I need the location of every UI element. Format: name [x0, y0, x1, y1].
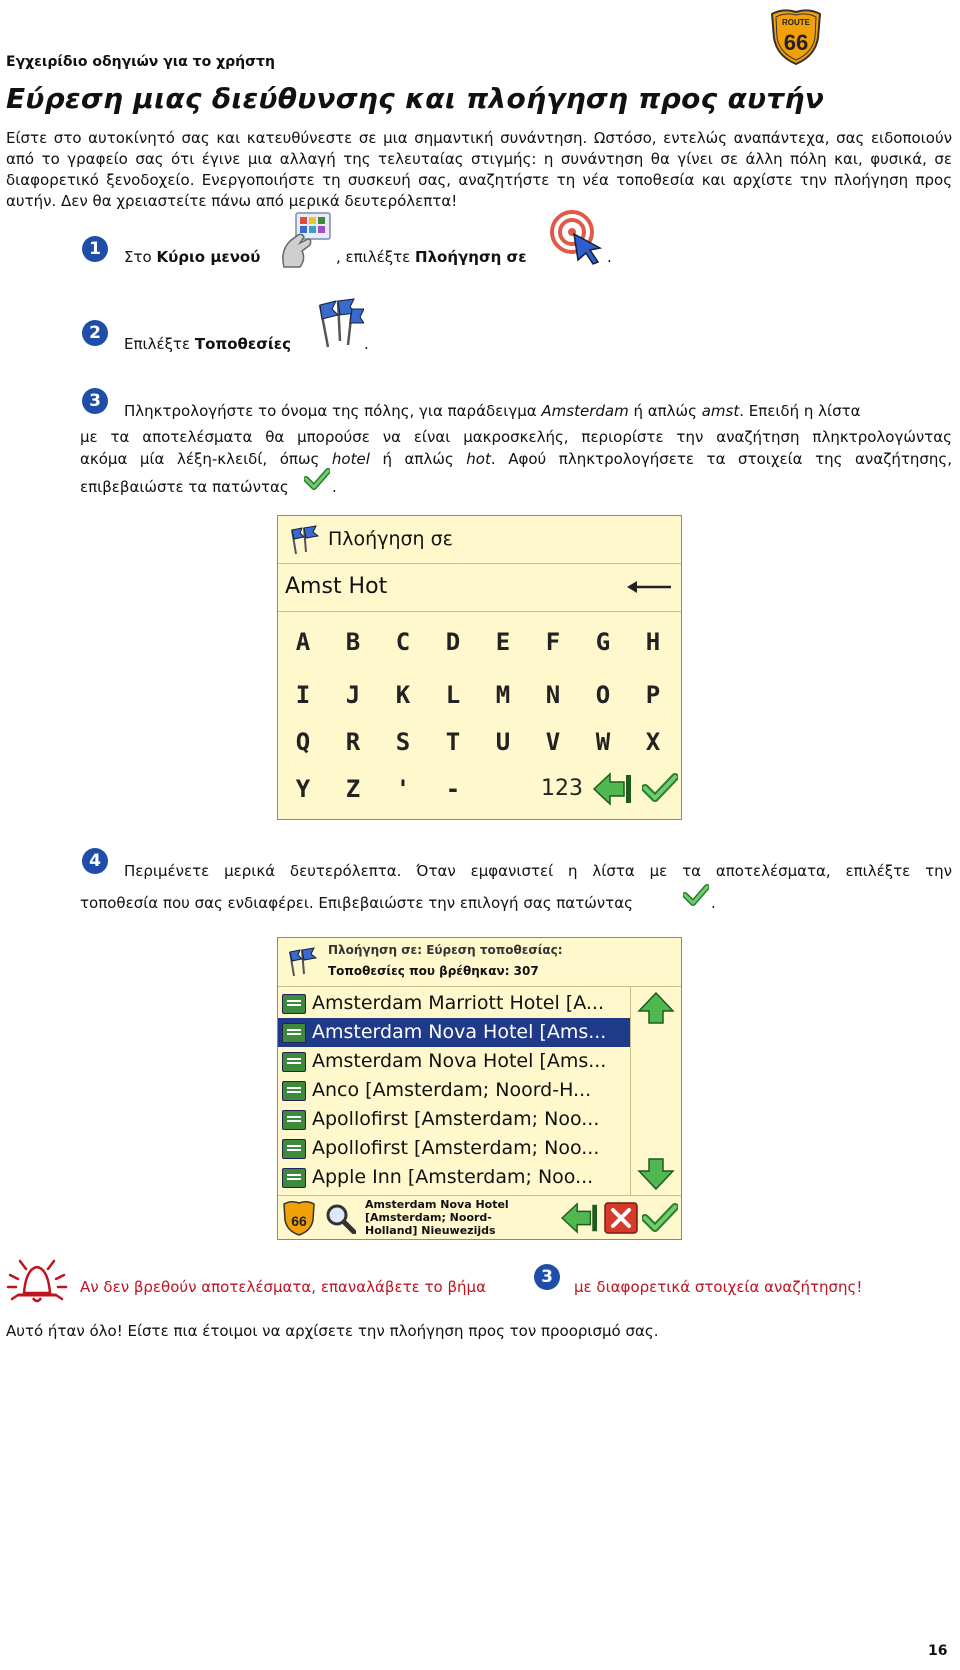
step-3-badge: 3	[82, 388, 108, 414]
document-header-title: Εγχειρίδιο οδηγιών για το χρήστη	[6, 54, 275, 70]
confirm-check-icon	[683, 884, 709, 906]
key[interactable]: J	[345, 681, 361, 709]
key[interactable]: V	[545, 728, 561, 756]
key[interactable]: L	[445, 681, 461, 709]
step-4-line-2: τοποθεσία που σας ενδιαφέρει. Επιβεβαιώστε την επιλογή σας πατώντας	[80, 894, 633, 912]
step-2-text-end: .	[364, 335, 369, 353]
key[interactable]: E	[495, 628, 511, 656]
confirm-check-icon	[304, 468, 330, 490]
confirm-check-icon[interactable]	[642, 772, 678, 804]
keyboard-title-bar	[278, 516, 681, 564]
list-item-label: Apollofirst [Amsterdam; Noo...	[312, 1108, 600, 1130]
magnifier-icon[interactable]	[324, 1202, 356, 1234]
locations-icon	[284, 946, 318, 978]
locations-icon	[286, 524, 320, 556]
selected-location-info: Amsterdam Nova Hotel [Amsterdam; Noord- Holland] Nieuwezijds	[365, 1198, 509, 1237]
location-item-icon	[282, 1168, 306, 1188]
svg-text:66: 66	[291, 1213, 307, 1229]
route66-logo	[282, 1200, 316, 1236]
svg-text:66: 66	[783, 30, 809, 55]
key[interactable]: X	[645, 728, 661, 756]
key[interactable]: K	[395, 681, 411, 709]
step-1-text: Στο Κύριο μενού	[124, 248, 261, 266]
step-4-badge: 4	[82, 848, 108, 874]
step-1-badge: 1	[82, 236, 108, 262]
results-list	[278, 986, 630, 1196]
list-item[interactable]	[278, 1076, 630, 1105]
list-item[interactable]	[278, 1105, 630, 1134]
results-breadcrumb: Πλοήγηση σε: Εύρεση τοποθεσίας:	[328, 943, 563, 957]
list-item-label: Amsterdam Nova Hotel [Ams...	[312, 1021, 607, 1043]
step-3-line-1: Πληκτρολογήστε το όνομα της πόλης, για παράδειγμα Amsterdam ή απλώς amst. Επειδή η λίστα	[124, 402, 861, 420]
confirm-check-icon[interactable]	[642, 1202, 678, 1234]
key[interactable]: -	[445, 775, 461, 803]
key[interactable]: C	[395, 628, 411, 656]
key[interactable]: M	[495, 681, 511, 709]
backspace-icon[interactable]	[627, 580, 671, 594]
key[interactable]: S	[395, 728, 411, 756]
location-item-icon	[282, 1139, 306, 1159]
list-item[interactable]	[278, 1018, 630, 1047]
locations-icon	[308, 295, 364, 351]
key[interactable]: R	[345, 728, 361, 756]
back-arrow-icon[interactable]	[560, 1201, 600, 1235]
location-item-icon	[282, 1110, 306, 1130]
key[interactable]: N	[545, 681, 561, 709]
key[interactable]: O	[595, 681, 611, 709]
step-1-text-b: , επιλέξτε Πλοήγηση σε	[336, 248, 527, 266]
list-item[interactable]	[278, 1047, 630, 1076]
key[interactable]: W	[595, 728, 611, 756]
key[interactable]: I	[295, 681, 311, 709]
step-2-text: Επιλέξτε Τοποθεσίες	[124, 335, 291, 353]
step-4-line-1: Περιμένετε μερικά δευτερόλεπτα. Όταν εμφανιστεί η λίστα με τα αποτελέσματα, επιλέξτε την	[124, 862, 952, 880]
search-input[interactable]	[278, 564, 681, 612]
step-2-badge: 2	[82, 320, 108, 346]
key[interactable]: Y	[295, 775, 311, 803]
key[interactable]: H	[645, 628, 661, 656]
list-item-label: Anco [Amsterdam; Noord-H...	[312, 1079, 592, 1101]
navigate-to-icon	[548, 208, 606, 266]
key[interactable]: D	[445, 628, 461, 656]
list-item[interactable]	[278, 1134, 630, 1163]
list-item-label: Amsterdam Nova Hotel [Ams...	[312, 1050, 607, 1072]
results-count: Τοποθεσίες που βρέθηκαν: 307	[328, 964, 539, 978]
step-3-line-2: με τα αποτελέσματα θα μπορούσε να είναι μακροσκελής, περιορίστε την αναζήτηση πληκτρολογώντας	[80, 428, 952, 446]
results-footer	[278, 1196, 681, 1240]
keyboard-title: Πλοήγηση σε	[328, 528, 453, 550]
key[interactable]: U	[495, 728, 511, 756]
key[interactable]: '	[395, 775, 411, 803]
main-menu-icon	[276, 211, 334, 269]
key[interactable]: Z	[345, 775, 361, 803]
closing-sentence: Αυτό ήταν όλο! Είστε πια έτοιμοι να αρχίσετε την πλοήγηση προς τον προορισμό σας.	[6, 1322, 659, 1340]
search-input-value: Amst Hot	[285, 574, 388, 599]
warning-text-end: με διαφορετικά στοιχεία αναζήτησης!	[574, 1278, 863, 1296]
route66-logo	[769, 8, 823, 66]
location-item-icon	[282, 994, 306, 1014]
scroll-up-icon[interactable]	[637, 991, 675, 1025]
list-item-label: Apple Inn [Amsterdam; Noo...	[312, 1166, 594, 1188]
location-item-icon	[282, 1023, 306, 1043]
page-title: Εύρεση μιας διεύθυνσης και πλοήγηση προς αυτήν	[6, 82, 825, 115]
warning-text: Αν δεν βρεθούν αποτελέσματα, επαναλάβετε το βήμα	[80, 1278, 486, 1296]
location-item-icon	[282, 1081, 306, 1101]
list-item-label: Apollofirst [Amsterdam; Noo...	[312, 1137, 600, 1159]
key[interactable]: F	[545, 628, 561, 656]
step-4-line-2-end: .	[711, 894, 716, 912]
list-item[interactable]	[278, 989, 630, 1018]
location-item-icon	[282, 1052, 306, 1072]
cancel-icon[interactable]	[604, 1202, 638, 1234]
scroll-down-icon[interactable]	[637, 1157, 675, 1191]
step-3-line-3: ακόμα μία λέξη-κλειδί, όπως hotel ή απλώς hot. Αφού πληκτρολογήσετε τα στοιχεία της αναζήτησης,	[80, 450, 952, 468]
numeric-key[interactable]: 123	[541, 776, 583, 801]
intro-paragraph: Είστε στο αυτοκίνητό σας και κατευθύνεστε σε μια σημαντική συνάντηση. Ωστόσο, εντελώς αναπάντεχα, σας ειδοποιούν από το γραφείο σας ότι έγινε μια αλλαγή της τελευταίας στιγμής: η συνάντηση θα γίνει σε άλλη πόλη και, φυσικά, σε διαφορετικό ξενοδοχείο. Ενεργοποιήστε τη συσκευή σας, αναζητήστε τη νέα τοποθεσία και αρχίστε την πλοήγηση προς αυτήν. Δεν θα χρειαστείτε πάνω από μερικά δευτερόλεπτα!	[6, 129, 952, 210]
svg-text:ROUTE: ROUTE	[782, 18, 810, 27]
step-1-text-end: .	[607, 248, 612, 266]
key[interactable]: P	[645, 681, 661, 709]
results-scrollbar[interactable]	[630, 986, 681, 1196]
back-arrow-icon[interactable]	[592, 771, 634, 807]
step-3-line-4-end: .	[332, 478, 337, 496]
warning-step-badge: 3	[534, 1264, 560, 1290]
key[interactable]: T	[445, 728, 461, 756]
key[interactable]: G	[595, 628, 611, 656]
list-item[interactable]	[278, 1163, 630, 1192]
keyboard-screenshot	[277, 515, 682, 820]
page-number: 16	[928, 1643, 948, 1659]
results-screenshot	[277, 937, 682, 1240]
key[interactable]: Q	[295, 728, 311, 756]
key[interactable]: B	[345, 628, 361, 656]
step-3-line-4: επιβεβαιώστε τα πατώντας	[80, 478, 289, 496]
alarm-bell-icon	[6, 1255, 68, 1305]
list-item-label: Amsterdam Marriott Hotel [A...	[312, 992, 605, 1014]
key[interactable]: A	[295, 628, 311, 656]
